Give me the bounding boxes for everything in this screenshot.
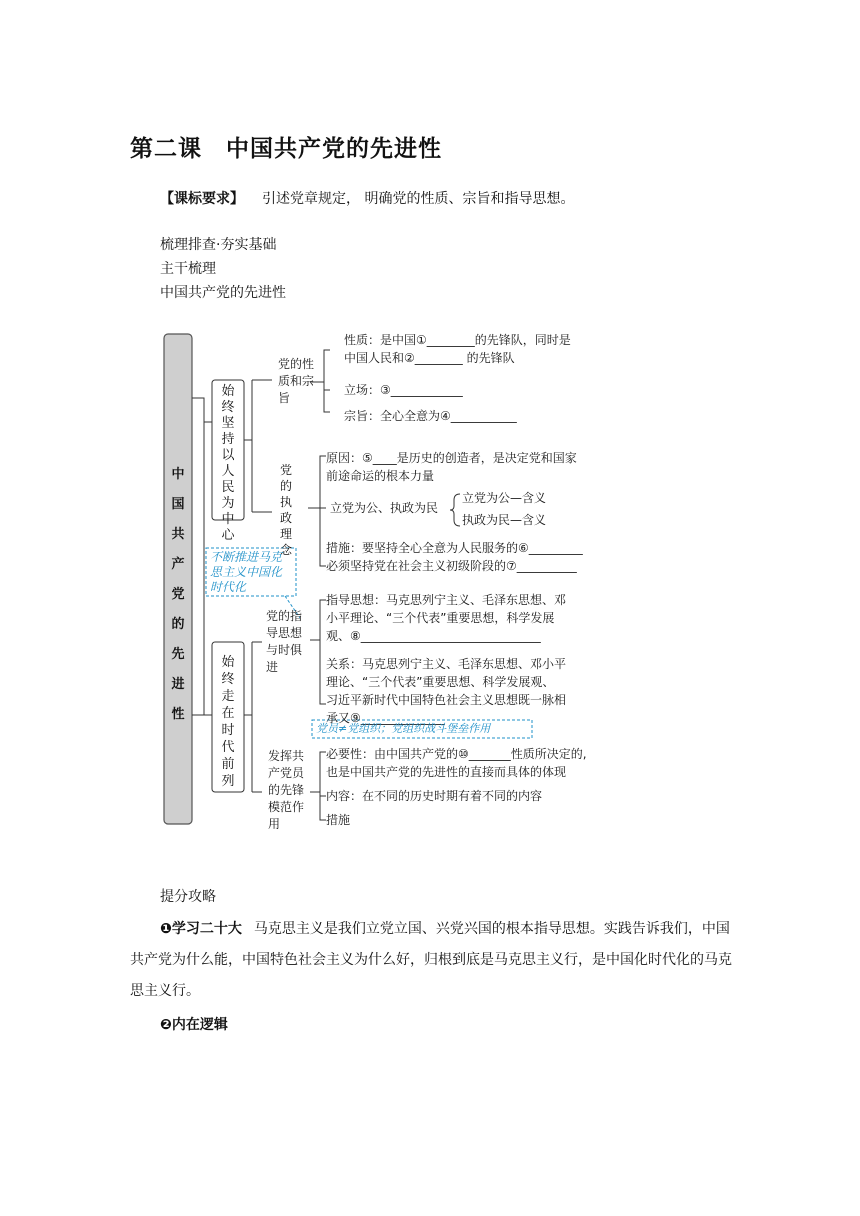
relation-line-2: 理论、“三个代表”重要思想、科学发展观、 (326, 675, 555, 689)
tips-heading: 提分攻略 (160, 889, 216, 905)
guide-line-1: 指导思想：马克思列宁主义、毛泽东思想、邓 (326, 593, 567, 607)
tips-item-2 (130, 1010, 742, 1041)
content-line: 内容：在不同的历史时期有着不同的内容 (326, 789, 543, 803)
necessity-line-1: 必要性：由中国共产党的⑩_______性质所决定的, (326, 747, 587, 761)
relation-line-3: 习近平新时代中国特色社会主义思想既一脉相 (326, 693, 567, 707)
nature-line-1: 性质：是中国①________的先锋队，同时是 (344, 333, 571, 347)
handwritten-note-1b: 思主义中国化 (210, 565, 283, 579)
public-meaning-a: 立党为公—含义 (462, 491, 547, 505)
stance-line: 立场：③____________ (344, 383, 463, 397)
section-heading-review: 梳理排查·夯实基础 (160, 237, 277, 253)
concept-map (160, 322, 620, 832)
relation-line-4: 承又⑨______________ (326, 711, 445, 725)
measure-line-1: 措施：要坚持全心全意为人民服务的⑥_________ (326, 541, 583, 555)
root-label: 中国共产党的先进性 (171, 467, 185, 722)
section-heading-topic: 中国共产党的先进性 (160, 285, 286, 301)
reason-line-2: 前途命运的根本力量 (326, 469, 435, 483)
sub-guiding-thought: 党的指导思想与时俱进 (266, 609, 303, 674)
requirement-text: 引述党章规定， 明确党的性质、宗旨和指导思想。 (262, 191, 575, 207)
sub-nature-purpose: 党的性质和宗旨 (278, 357, 315, 405)
measure-line-2: 必须坚持党在社会主义初级阶段的⑦__________ (326, 559, 577, 573)
public-line: 立党为公、执政为民 (330, 501, 439, 515)
handwritten-note-1a: 不断推进马克 (210, 550, 283, 564)
sub-governing-philosophy: 党的执政理念 (279, 463, 292, 557)
section-heading-outline: 主干梳理 (160, 261, 216, 277)
requirement-label: 【课标要求】 (160, 191, 244, 207)
relation-line-1: 关系：马克思列宁主义、毛泽东思想、邓小平 (326, 657, 567, 671)
branch-people-centered: 始终坚持以人民为中心 (221, 384, 235, 543)
guide-line-2: 小平理论、“三个代表”重要思想，科学发展 (326, 611, 555, 625)
public-meaning-b: 执政为民—含义 (462, 513, 547, 527)
guide-line-3: 观、⑧______________________________ (326, 629, 541, 643)
handwritten-note-2: 党员≠党组织；党组织战斗堡垒作用 (316, 722, 491, 735)
nature-line-2: 中国人民和②________ 的先锋队 (344, 351, 515, 365)
page-title: 第二课 中国共产党的先进性 (130, 136, 442, 162)
tips-item-1-text: 马克思主义是我们立党立国、兴党兴国的根本指导思想。实践告诉我们，中国共产党为什么能，中国特色社会主义为什么好，归根到底是马克思主义行，是中国化时代化的马克思主义行。 (130, 921, 732, 999)
measures-line: 措施 (326, 813, 351, 827)
reason-line-1: 原因：⑤____是历史的创造者，是决定党和国家 (326, 451, 577, 465)
tips-item-2-label: ❷内在逻辑 (160, 1017, 228, 1033)
necessity-line-2: 也是中国共产党的先进性的直接而具体的体现 (326, 765, 567, 779)
purpose-line: 宗旨：全心全意为④___________ (344, 409, 517, 423)
curriculum-requirement (160, 188, 574, 208)
tips-item-1-label: ❶学习二十大 (160, 921, 242, 937)
handwritten-note-1c: 时代化 (210, 580, 247, 594)
branch-forefront-of-times: 始终走在时代前列 (221, 655, 235, 789)
sub-vanguard-role: 发挥共产党员的先锋模范作用 (268, 749, 305, 831)
tips-item-1 (130, 914, 742, 1007)
